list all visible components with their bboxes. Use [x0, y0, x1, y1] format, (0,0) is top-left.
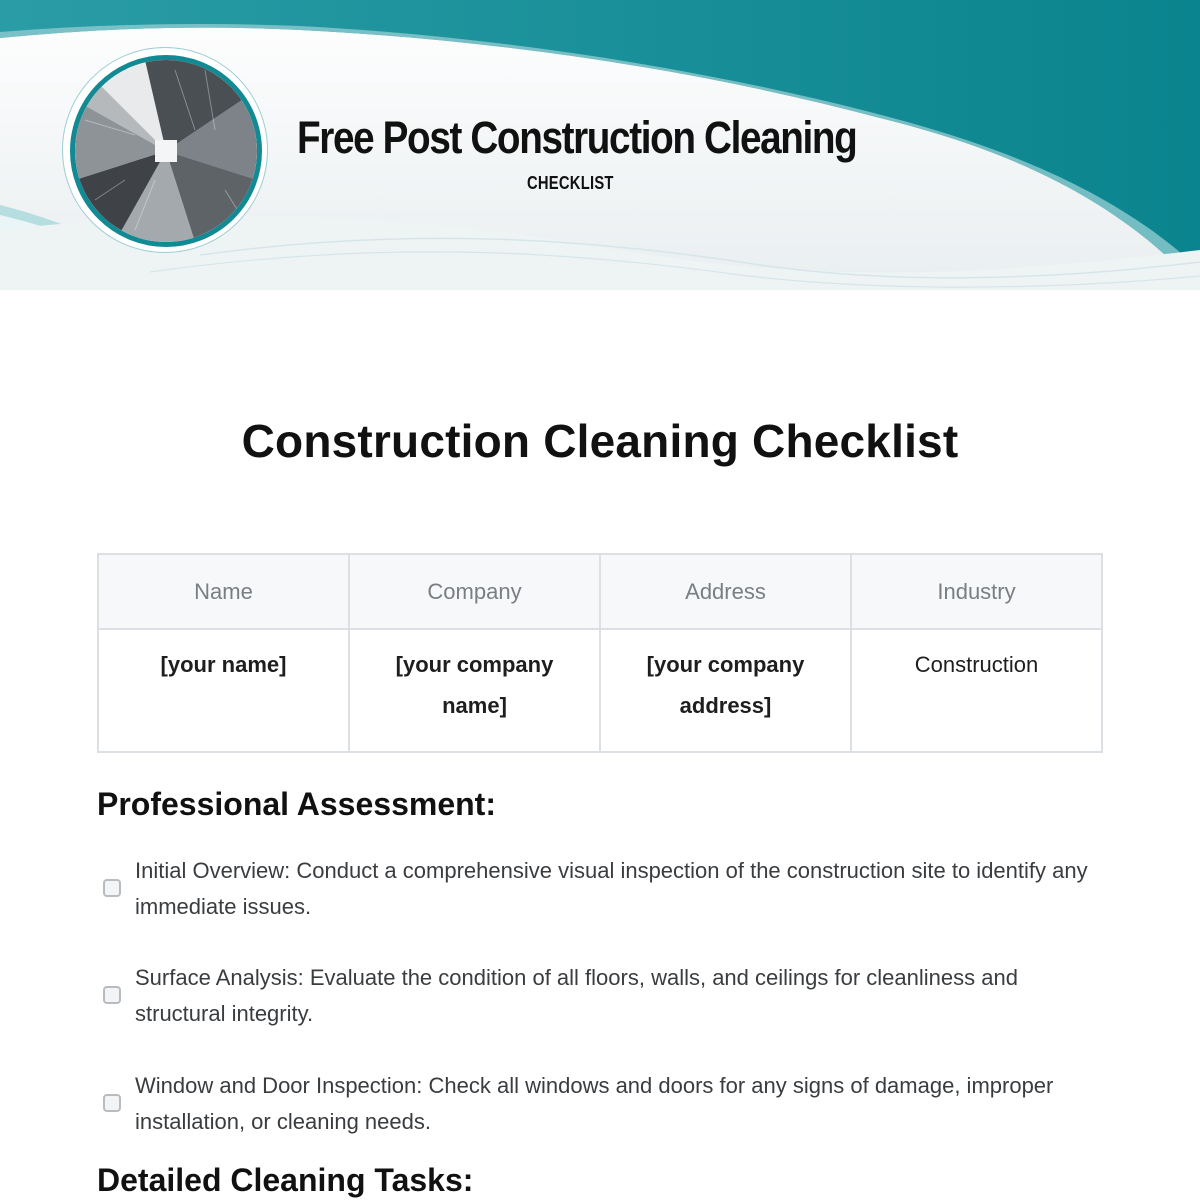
table-row [98, 629, 1102, 752]
column-header-company: Company [349, 554, 600, 629]
info-table [97, 553, 1103, 753]
column-header-address: Address [600, 554, 851, 629]
task-checkbox[interactable] [103, 986, 121, 1004]
header-banner [0, 0, 1200, 290]
column-header-industry: Industry [851, 554, 1102, 629]
cell-address: [your company address] [600, 629, 851, 752]
task-text: Window and Door Inspection: Check all windows and doors for any signs of damage, improper installation, or cleaning needs. [135, 1073, 1054, 1134]
section-heading-detailed-cleaning-tasks: Detailed Cleaning Tasks: [97, 1162, 474, 1198]
section-heading-professional-assessment: Professional Assessment: [97, 786, 496, 822]
column-header-name: Name [98, 554, 349, 629]
cell-name: [your name] [98, 629, 349, 752]
cell-industry: Construction [851, 629, 1102, 752]
table-header-row [98, 554, 1102, 629]
task-text: Initial Overview: Conduct a comprehensive visual inspection of the construction site to identify any immediate issues. [135, 858, 1088, 919]
banner-title: Free Post Construction Cleaning [297, 112, 857, 163]
task-checkbox[interactable] [103, 1094, 121, 1112]
page-title: Construction Cleaning Checklist [241, 415, 959, 467]
banner-subtitle: CHECKLIST [527, 173, 614, 193]
task-text: Surface Analysis: Evaluate the condition of all floors, walls, and ceilings for cleanliness and structural integrity. [135, 965, 1018, 1026]
cell-company: [your company name] [349, 629, 600, 752]
city-skyscrapers-photo-icon [70, 55, 262, 247]
task-checkbox[interactable] [103, 879, 121, 897]
